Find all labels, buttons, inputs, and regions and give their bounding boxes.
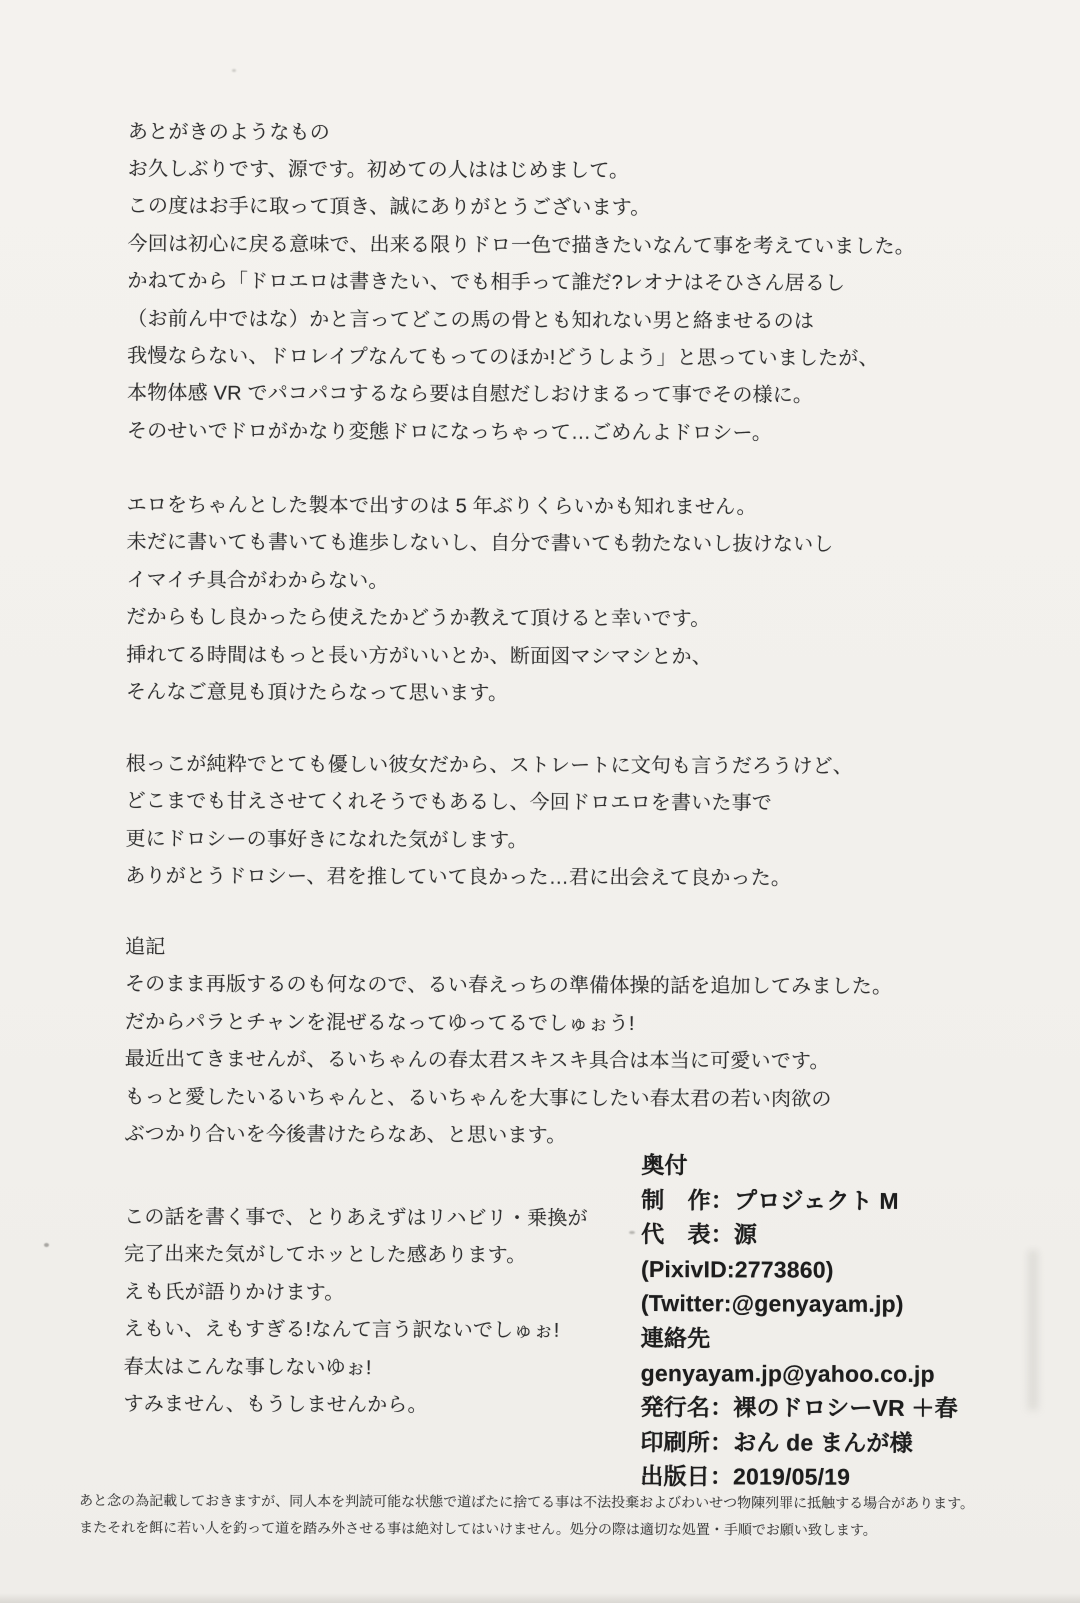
text-line: どこまでも甘えさせてくれそうでもあるし、今回ドロエロを書いた事で xyxy=(125,790,773,815)
colophon-block xyxy=(640,1148,1061,1495)
colophon-line: (PixivID:2773860) xyxy=(640,1255,834,1283)
text-line: えも氏が語りかけます。 xyxy=(123,1281,345,1304)
text-line: 未だに書いても書いても進歩しないし、自分で書いても勃たないし抜けないし xyxy=(126,531,834,557)
colophon-line: 奥付 xyxy=(641,1152,688,1179)
text-line: だからパラとチャンを混ぜるなってゆってるでしゅぉう! xyxy=(124,1011,635,1035)
text-line: 更にドロシーの事好きになれた気がします。 xyxy=(125,828,528,852)
colophon-line: genyayam.jp@yahoo.co.jp xyxy=(640,1359,935,1387)
text-line: 完了出来た気がしてホッとした感あります。 xyxy=(124,1243,527,1268)
text-line: （お前ん中ではな）かと言ってどこの馬の骨とも知れない男と絡ませるのは xyxy=(127,307,815,333)
colophon-line: 出版日：2019/05/19 xyxy=(640,1463,851,1491)
text-line: この度はお手に取って頂き、誠にありがとうございます。 xyxy=(127,195,651,220)
text-line: 最近出てきませんが、るいちゃんの春太君スキスキ具合は本当に可愛いです。 xyxy=(124,1048,830,1073)
text-line: 我慢ならない、ドロレイプなんてもってのほか!どうしよう」と思っていましたが、 xyxy=(127,345,879,370)
footer-line: あと念の為記載しておきますが、同人本を判読可能な状態で道ばたに捨てる事は不法投棄およびわいせつ物陳列罪に抵触する場合があります。 xyxy=(79,1492,975,1512)
footer-line: またそれを餌に若い人を釣って道を踏み外させる事は絶対してはいけません。処分の際は適切な処置・手順でお願い致します。 xyxy=(79,1519,877,1538)
text-line: そのまま再版するのも何なので、るい春えっちの準備体操的話を追加してみました。 xyxy=(124,973,893,999)
text-line: かねてから「ドロエロは書きたい、でも相手って誰だ?レオナはそひさん居るし xyxy=(127,270,846,295)
text-line: もっと愛したいるいちゃんと、るいちゃんを大事にしたい春太君の若い肉欲の xyxy=(124,1085,832,1111)
text-line: 今回は初心に戻る意味で、出来る限りドロ一色で描きたいなんて事を考えていました。 xyxy=(127,233,916,258)
afterword-postscript-paragraph xyxy=(124,929,1005,1157)
text-line: そのせいでドロがかなり変態ドロになっちゃって…ごめんよドロシー。 xyxy=(126,420,773,445)
text-line: お久しぶりです、源です。初めての人ははじめまして。 xyxy=(127,158,630,182)
afterword-closing-paragraph xyxy=(123,1199,684,1425)
text-line: エロをちゃんとした製本で出すのは 5 年ぶりくらいかも知れません。 xyxy=(126,494,757,519)
text-line: だからもし良かったら使えたかどうか教えて頂けると幸いです。 xyxy=(126,606,711,631)
colophon-line: 連絡先 xyxy=(640,1325,711,1352)
afterword-paragraph-2 xyxy=(126,487,1007,715)
footer-disclaimer xyxy=(79,1487,1039,1544)
text-line: この話を書く事で、とりあえずはリハビリ・乗換が xyxy=(124,1206,588,1230)
colophon-line: 代 表：源 xyxy=(641,1221,758,1248)
colophon-line: (Twitter:@genyayam.jp) xyxy=(640,1290,904,1318)
text-line: すみません、もうしませんから。 xyxy=(123,1393,428,1417)
text-line: えもい、えもすぎる!なんて言う訳ないでしゅぉ! xyxy=(123,1318,560,1342)
colophon-line: 発行名：裸のドロシーVR ＋春 xyxy=(640,1394,958,1422)
text-line: イマイチ具合がわからない。 xyxy=(126,569,389,592)
text-line: 根っこが純粋でとても優しい彼女だから、ストレートに文句も言うだろうけど、 xyxy=(125,753,853,778)
colophon-line: 制 作：プロジェクト M xyxy=(641,1186,899,1214)
text-line: 追記 xyxy=(125,936,166,959)
colophon-line: 印刷所：おん de まんが様 xyxy=(640,1428,913,1456)
text-line: 挿れてる時間はもっと長い方がいいとか、断面図マシマシとか、 xyxy=(126,643,712,668)
text-line: 春太はこんな事しないゆぉ! xyxy=(123,1355,372,1379)
afterword-paragraph-1 xyxy=(127,151,1008,453)
text-line: ありがとうドロシー、君を推していて良かった…君に出会えて良かった。 xyxy=(125,865,792,890)
afterword-paragraph-3 xyxy=(125,746,1006,899)
text-line: 本物体感 VR でパコパコするなら要は自慰だしおけまるって事でその様に。 xyxy=(127,382,814,408)
afterword-title: あとがきのようなもの xyxy=(127,121,330,144)
text-line: そんなご意見も頂けたらなって思います。 xyxy=(125,681,509,705)
text-line: ぶつかり合いを今後書けたらなあ、と思います。 xyxy=(124,1123,567,1147)
